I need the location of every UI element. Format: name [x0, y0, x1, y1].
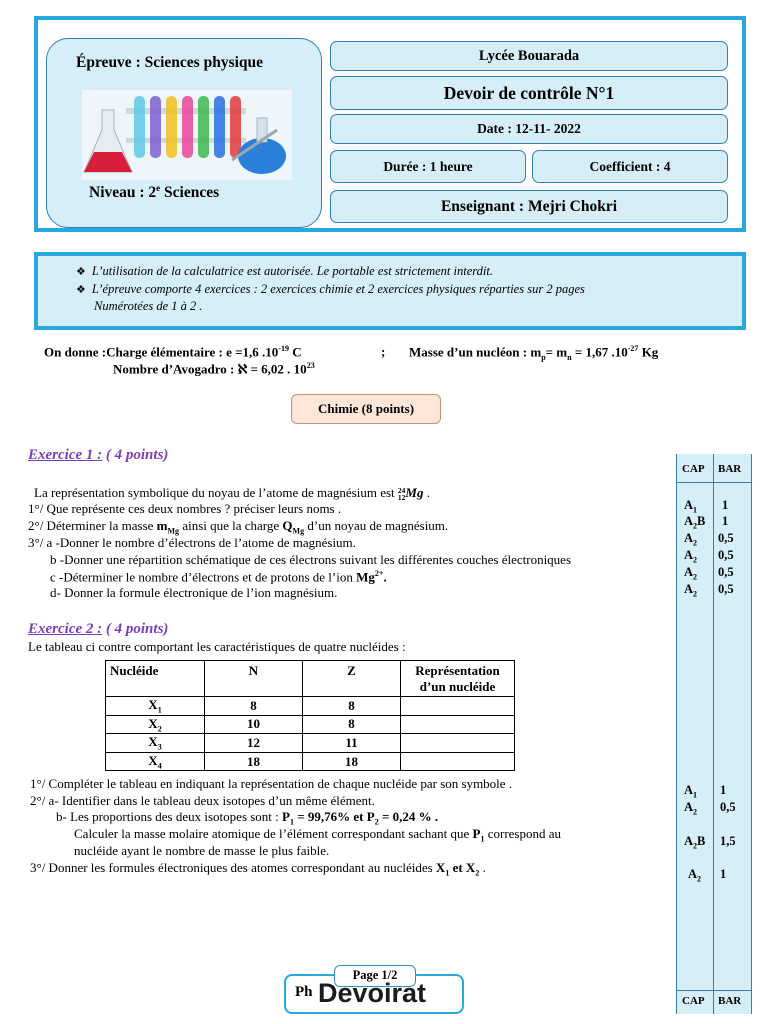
cell-z: 8: [303, 715, 401, 734]
exercise1-intro: La représentation symbolique du noyau de l’atome de magnésium est 24 12Mg .: [34, 485, 430, 503]
grading-bar-header-page2: BAR: [718, 995, 742, 1007]
exercise1-q3c: c -Déterminer le nombre d’électrons et de protons de l’ion $Mg^{2+}$.: [50, 569, 387, 585]
grading-cap-header-page2: CAP: [682, 995, 705, 1007]
table-row: [106, 715, 515, 734]
mg-symbol-numbers: 24 12: [397, 486, 406, 503]
exercise1-q2: 2°/ Déterminer la masse $m_{Mg}$ ainsi que la charge $Q_{Mg}$ d’un noyau de magnésium.: [28, 518, 449, 536]
exercise2-q1: 1°/ Compléter le tableau en indiquant la représentation de chaque nucléide par son symbole .: [30, 776, 513, 791]
table-header-row: [106, 661, 515, 697]
grading-bar: 1: [720, 867, 727, 881]
cell-nuclide: $X_3$: [106, 734, 205, 753]
grading-cap: $A_2$: [688, 867, 702, 884]
grading-bar: 1,5: [720, 834, 736, 848]
grading-bar: 0,5: [718, 582, 734, 596]
grading-bar: 0,5: [720, 800, 736, 814]
cell-z: 11: [303, 734, 401, 753]
exercise1-q1: 1°/ Que représente ces deux nombres ? préciser leurs noms .: [28, 501, 342, 516]
instruction-pages: Numérotées de 1 à 2 .: [94, 299, 203, 313]
grading-cap: $A_2$: [684, 548, 698, 565]
header-n: N: [205, 661, 303, 697]
grading-cap: $A_2$: [684, 531, 698, 548]
cell-representation[interactable]: [401, 734, 515, 753]
exercise2-q2b: b- Les proportions des deux isotopes sont : $P_1 = 99,76\%$ et $P_2 = 0,24$ % .: [56, 809, 439, 827]
teacher-name: Enseignant : Mejri Chokri: [330, 190, 728, 223]
exercise2-q2d: nucléide ayant le nombre de masse le plus faible.: [74, 843, 330, 858]
bullet-icon: ❖: [76, 284, 86, 296]
cell-representation[interactable]: [401, 697, 515, 716]
header-nuclide: Nucléide: [106, 661, 205, 697]
exercise2-q2c: Calculer la masse molaire atomique de l’élément correspondant sachant que $P_1$ correspond au: [74, 826, 561, 844]
exam-date: Date : 12-11- 2022: [330, 114, 728, 144]
grading-cap: $A_2$: [684, 582, 698, 599]
instruction-exercises: ❖ L’épreuve comporte 4 exercices : 2 exercices chimie et 2 exercices physiques réparties sur 2 pages: [76, 282, 585, 296]
footer-partial-label: Ph: [295, 984, 313, 1000]
given-avogadro: Nombre d’Avogadro : ℵ = 6,02 . $10^{23}$: [113, 361, 315, 377]
exam-level: Niveau : 2e Sciences: [89, 183, 220, 202]
cell-n: 18: [205, 752, 303, 771]
exam-subject: Épreuve : Sciences physique: [76, 54, 264, 71]
table-row: [106, 697, 515, 716]
given-separator: ;: [381, 344, 386, 359]
grading-bar: 0,5: [718, 548, 734, 562]
grading-header-line: [676, 482, 752, 483]
grading-bar: 1: [720, 783, 727, 797]
exercise2-q3: 3°/ Donner les formules électroniques des atomes correspondant au nucléides $X_1$ et $X_2$ .: [30, 860, 486, 878]
grading-cap: $A_1$: [684, 498, 698, 515]
grading-footer-line: [676, 990, 752, 991]
grading-divider: [713, 454, 714, 1014]
exercise1-q3b: b -Donner une répartition schématique de ces électrons suivant les différentes couches électroniques: [50, 552, 572, 567]
lab-glassware-illustration: [82, 90, 292, 180]
exercise2-intro: Le tableau ci contre comportant les caractéristiques de quatre nucléides :: [28, 639, 406, 654]
given-charge: On donne :Charge élémentaire : e =1,6 $.10^{-19}$ C: [44, 344, 302, 360]
table-row: [106, 734, 515, 753]
exam-coefficient: Coefficient : 4: [532, 150, 728, 183]
school-name: Lycée Bouarada: [330, 41, 728, 71]
exercise2-q2a: 2°/ a- Identifier dans le tableau deux isotopes d’un même élément.: [30, 793, 375, 808]
exercise1-q3d: d- Donner la formule électronique de l’ion magnésium.: [50, 585, 338, 600]
nuclide-table: [105, 660, 515, 771]
cell-representation[interactable]: [401, 715, 515, 734]
cell-n: 10: [205, 715, 303, 734]
header-representation: Représentation d’un nucléide: [401, 661, 515, 697]
cell-z: 8: [303, 697, 401, 716]
cell-representation[interactable]: [401, 752, 515, 771]
exercise2-title: Exercice 2 : ( 4 points): [28, 621, 169, 637]
grading-cap: $A_2$: [684, 800, 698, 817]
cell-nuclide: $X_4$: [106, 752, 205, 771]
grading-bar: 1: [722, 514, 729, 528]
cell-z: 18: [303, 752, 401, 771]
cell-nuclide: $X_1$: [106, 697, 205, 716]
grading-bar: 0,5: [718, 531, 734, 545]
page-number: Page 1/2: [334, 965, 416, 987]
instructions-panel: [34, 252, 746, 330]
exercise1-q3a: 3°/ a -Donner le nombre d’électrons de l’atome de magnésium.: [28, 535, 356, 550]
exercise1-title: Exercice 1 : ( 4 points): [28, 447, 169, 463]
given-nucleon-mass: Masse d’un nucléon : $m_p= m_n = 1,67$ $.10^{-27}$ Kg: [409, 344, 659, 362]
exam-duration: Durée : 1 heure: [330, 150, 526, 183]
grading-cap-header: CAP: [682, 463, 705, 475]
cell-n: 8: [205, 697, 303, 716]
grading-cap: $A_2B$: [684, 834, 706, 851]
instruction-calculator: ❖ L’utilisation de la calculatrice est autorisée. Le portable est strictement interdit.: [76, 264, 493, 278]
grading-cap: $A_1$: [684, 783, 698, 800]
cell-nuclide: $X_2$: [106, 715, 205, 734]
grading-cap: $A_2$: [684, 565, 698, 582]
grading-bar: 0,5: [718, 565, 734, 579]
header-z: Z: [303, 661, 401, 697]
chemistry-section-badge: Chimie (8 points): [291, 394, 441, 424]
table-row: [106, 752, 515, 771]
grading-bar: 1: [722, 498, 729, 512]
devoirat-watermark: Devoirat: [318, 978, 427, 1008]
exam-title: Devoir de contrôle N°1: [330, 76, 728, 110]
grading-cap: $A_2B$: [684, 514, 706, 531]
grading-bar-header: BAR: [718, 463, 742, 475]
bullet-icon: ❖: [76, 266, 86, 278]
cell-n: 12: [205, 734, 303, 753]
